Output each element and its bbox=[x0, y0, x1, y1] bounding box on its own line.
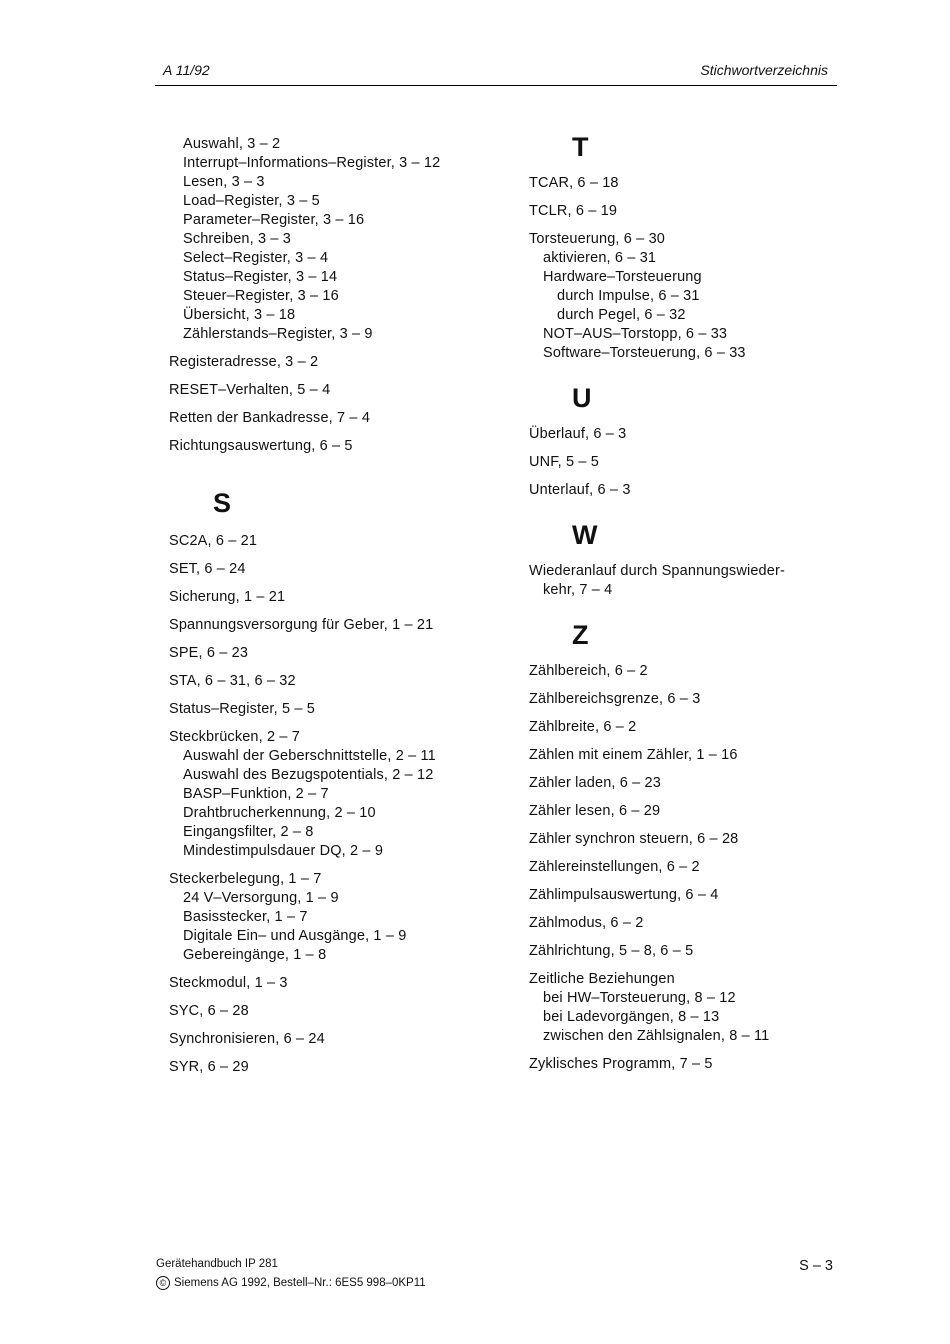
index-sub-term: kehr, 7 – 4 bbox=[543, 582, 613, 598]
index-main-term: Steckerbelegung, 1 – 7 bbox=[169, 871, 322, 887]
index-sub-term: durch Impulse, 6 – 31 bbox=[557, 288, 700, 304]
index-entry bbox=[529, 202, 829, 221]
page-number: S – 3 bbox=[799, 1258, 833, 1274]
index-entry bbox=[169, 1002, 509, 1021]
index-main-term: Zählereinstellungen, 6 – 2 bbox=[529, 859, 700, 875]
index-entry bbox=[169, 409, 509, 428]
index-entry bbox=[529, 662, 829, 681]
index-main-term: Synchronisieren, 6 – 24 bbox=[169, 1031, 325, 1047]
index-sub-term: BASP–Funktion, 2 – 7 bbox=[183, 786, 329, 802]
index-sub-term: zwischen den Zählsignalen, 8 – 11 bbox=[543, 1028, 770, 1044]
footer-manual-title: Gerätehandbuch IP 281 bbox=[156, 1258, 278, 1270]
index-letter-heading: W bbox=[572, 520, 598, 550]
header-doc-id: A 11/92 bbox=[163, 62, 210, 78]
index-sub-term: Hardware–Torsteuerung bbox=[543, 269, 702, 285]
index-sub-term: bei HW–Torsteuerung, 8 – 12 bbox=[543, 990, 736, 1006]
index-main-term: SYR, 6 – 29 bbox=[169, 1059, 249, 1075]
index-main-term: Zähler laden, 6 – 23 bbox=[529, 775, 661, 791]
index-sub-term: NOT–AUS–Torstopp, 6 – 33 bbox=[543, 326, 728, 342]
index-main-term: Zählrichtung, 5 – 8, 6 – 5 bbox=[529, 943, 694, 959]
index-entry bbox=[169, 437, 509, 456]
index-entry bbox=[529, 942, 829, 961]
index-entry bbox=[529, 230, 829, 363]
index-main-term: Zähler lesen, 6 – 29 bbox=[529, 803, 661, 819]
index-entry bbox=[169, 672, 509, 691]
index-main-term: RESET–Verhalten, 5 – 4 bbox=[169, 382, 331, 398]
index-sub-term: bei Ladevorgängen, 8 – 13 bbox=[543, 1009, 720, 1025]
index-main-term: Retten der Bankadresse, 7 – 4 bbox=[169, 410, 371, 426]
index-main-term: Steckmodul, 1 – 3 bbox=[169, 975, 288, 991]
index-entry bbox=[529, 970, 829, 1046]
index-entry bbox=[169, 1030, 509, 1049]
index-main-term: STA, 6 – 31, 6 – 32 bbox=[169, 673, 296, 689]
index-main-term: Torsteuerung, 6 – 30 bbox=[529, 231, 666, 247]
index-entry bbox=[529, 746, 829, 765]
index-column-left bbox=[169, 135, 509, 1086]
index-entry bbox=[169, 974, 509, 993]
index-entry bbox=[529, 174, 829, 193]
index-main-term: Registeradresse, 3 – 2 bbox=[169, 354, 319, 370]
index-entry bbox=[529, 858, 829, 877]
index-main-term: Wiederanlauf durch Spannungswieder- bbox=[529, 563, 785, 579]
index-sub-term: Auswahl, 3 – 2 bbox=[183, 136, 281, 152]
index-sub-term: 24 V–Versorgung, 1 – 9 bbox=[183, 890, 339, 906]
index-sub-term: Gebereingänge, 1 – 8 bbox=[183, 947, 327, 963]
index-entry bbox=[169, 700, 509, 719]
index-entry bbox=[529, 830, 829, 849]
index-main-term: SET, 6 – 24 bbox=[169, 561, 246, 577]
footer-copyright bbox=[156, 1276, 426, 1290]
index-entry bbox=[529, 886, 829, 905]
index-main-term: Spannungsversorgung für Geber, 1 – 21 bbox=[169, 617, 434, 633]
index-sub-term: Interrupt–Informations–Register, 3 – 12 bbox=[183, 155, 441, 171]
index-sub-term: Select–Register, 3 – 4 bbox=[183, 250, 329, 266]
index-main-term: SYC, 6 – 28 bbox=[169, 1003, 249, 1019]
index-sub-term: Basisstecker, 1 – 7 bbox=[183, 909, 308, 925]
index-entry bbox=[169, 532, 509, 551]
index-entry bbox=[529, 481, 829, 500]
index-sub-term: Auswahl der Geberschnittstelle, 2 – 11 bbox=[183, 748, 436, 764]
index-main-term: Sicherung, 1 – 21 bbox=[169, 589, 286, 605]
index-sub-term: Steuer–Register, 3 – 16 bbox=[183, 288, 339, 304]
index-entry bbox=[529, 1055, 829, 1074]
index-entry bbox=[169, 381, 509, 400]
index-sub-term: durch Pegel, 6 – 32 bbox=[557, 307, 686, 323]
header-section-title: Stichwortverzeichnis bbox=[700, 62, 828, 78]
index-sub-term: aktivieren, 6 – 31 bbox=[543, 250, 657, 266]
index-entry bbox=[529, 562, 829, 600]
index-main-term: Zählmodus, 6 – 2 bbox=[529, 915, 644, 931]
index-entry bbox=[169, 588, 509, 607]
index-entry bbox=[169, 560, 509, 579]
copyright-icon: © bbox=[156, 1276, 170, 1290]
index-entry bbox=[169, 616, 509, 635]
index-entry bbox=[529, 802, 829, 821]
index-sub-term: Digitale Ein– und Ausgänge, 1 – 9 bbox=[183, 928, 407, 944]
index-letter-heading: U bbox=[572, 383, 592, 413]
index-main-term: Richtungsauswertung, 6 – 5 bbox=[169, 438, 353, 454]
index-main-term: Zähler synchron steuern, 6 – 28 bbox=[529, 831, 739, 847]
index-column-right bbox=[529, 132, 829, 1083]
index-main-term: SPE, 6 – 23 bbox=[169, 645, 249, 661]
index-main-term: Zählen mit einem Zähler, 1 – 16 bbox=[529, 747, 738, 763]
index-entry bbox=[529, 914, 829, 933]
index-sub-term: Software–Torsteuerung, 6 – 33 bbox=[543, 345, 746, 361]
index-main-term: Zyklisches Programm, 7 – 5 bbox=[529, 1056, 713, 1072]
index-main-term: Zählbereich, 6 – 2 bbox=[529, 663, 648, 679]
index-entry bbox=[529, 690, 829, 709]
index-sub-term: Drahtbrucherkennung, 2 – 10 bbox=[183, 805, 376, 821]
index-main-term: Zählbreite, 6 – 2 bbox=[529, 719, 637, 735]
index-entry bbox=[169, 728, 509, 861]
index-main-term: UNF, 5 – 5 bbox=[529, 454, 599, 470]
index-sub-term: Zählerstands–Register, 3 – 9 bbox=[183, 326, 373, 342]
index-sub-term: Parameter–Register, 3 – 16 bbox=[183, 212, 365, 228]
index-main-term: Überlauf, 6 – 3 bbox=[529, 426, 627, 442]
index-main-term: Status–Register, 5 – 5 bbox=[169, 701, 315, 717]
index-letter-heading: Z bbox=[572, 620, 589, 650]
index-letter-heading: S bbox=[213, 488, 232, 518]
index-entry bbox=[169, 135, 509, 344]
index-main-term: Zeitliche Beziehungen bbox=[529, 971, 675, 987]
index-main-term: Zählimpulsauswertung, 6 – 4 bbox=[529, 887, 719, 903]
index-entry bbox=[529, 718, 829, 737]
index-main-term: SC2A, 6 – 21 bbox=[169, 533, 258, 549]
index-entry bbox=[169, 644, 509, 663]
index-sub-term: Status–Register, 3 – 14 bbox=[183, 269, 338, 285]
index-sub-term: Schreiben, 3 – 3 bbox=[183, 231, 291, 247]
index-entry bbox=[529, 453, 829, 472]
index-entry bbox=[529, 774, 829, 793]
index-main-term: Zählbereichsgrenze, 6 – 3 bbox=[529, 691, 701, 707]
header-rule bbox=[155, 85, 837, 86]
index-entry bbox=[169, 1058, 509, 1077]
index-entry bbox=[169, 353, 509, 372]
index-sub-term: Load–Register, 3 – 5 bbox=[183, 193, 320, 209]
index-sub-term: Übersicht, 3 – 18 bbox=[183, 307, 296, 323]
index-letter-heading: T bbox=[572, 132, 589, 162]
index-sub-term: Lesen, 3 – 3 bbox=[183, 174, 265, 190]
index-main-term: Unterlauf, 6 – 3 bbox=[529, 482, 631, 498]
index-entry bbox=[169, 870, 509, 965]
index-sub-term: Mindestimpulsdauer DQ, 2 – 9 bbox=[183, 843, 384, 859]
index-sub-term: Eingangsfilter, 2 – 8 bbox=[183, 824, 314, 840]
index-sub-term: Auswahl des Bezugspotentials, 2 – 12 bbox=[183, 767, 434, 783]
copyright-text: Siemens AG 1992, Bestell–Nr.: 6ES5 998–0KP11 bbox=[174, 1277, 426, 1289]
index-main-term: TCLR, 6 – 19 bbox=[529, 203, 618, 219]
index-main-term: TCAR, 6 – 18 bbox=[529, 175, 619, 191]
index-main-term: Steckbrücken, 2 – 7 bbox=[169, 729, 301, 745]
index-entry bbox=[529, 425, 829, 444]
